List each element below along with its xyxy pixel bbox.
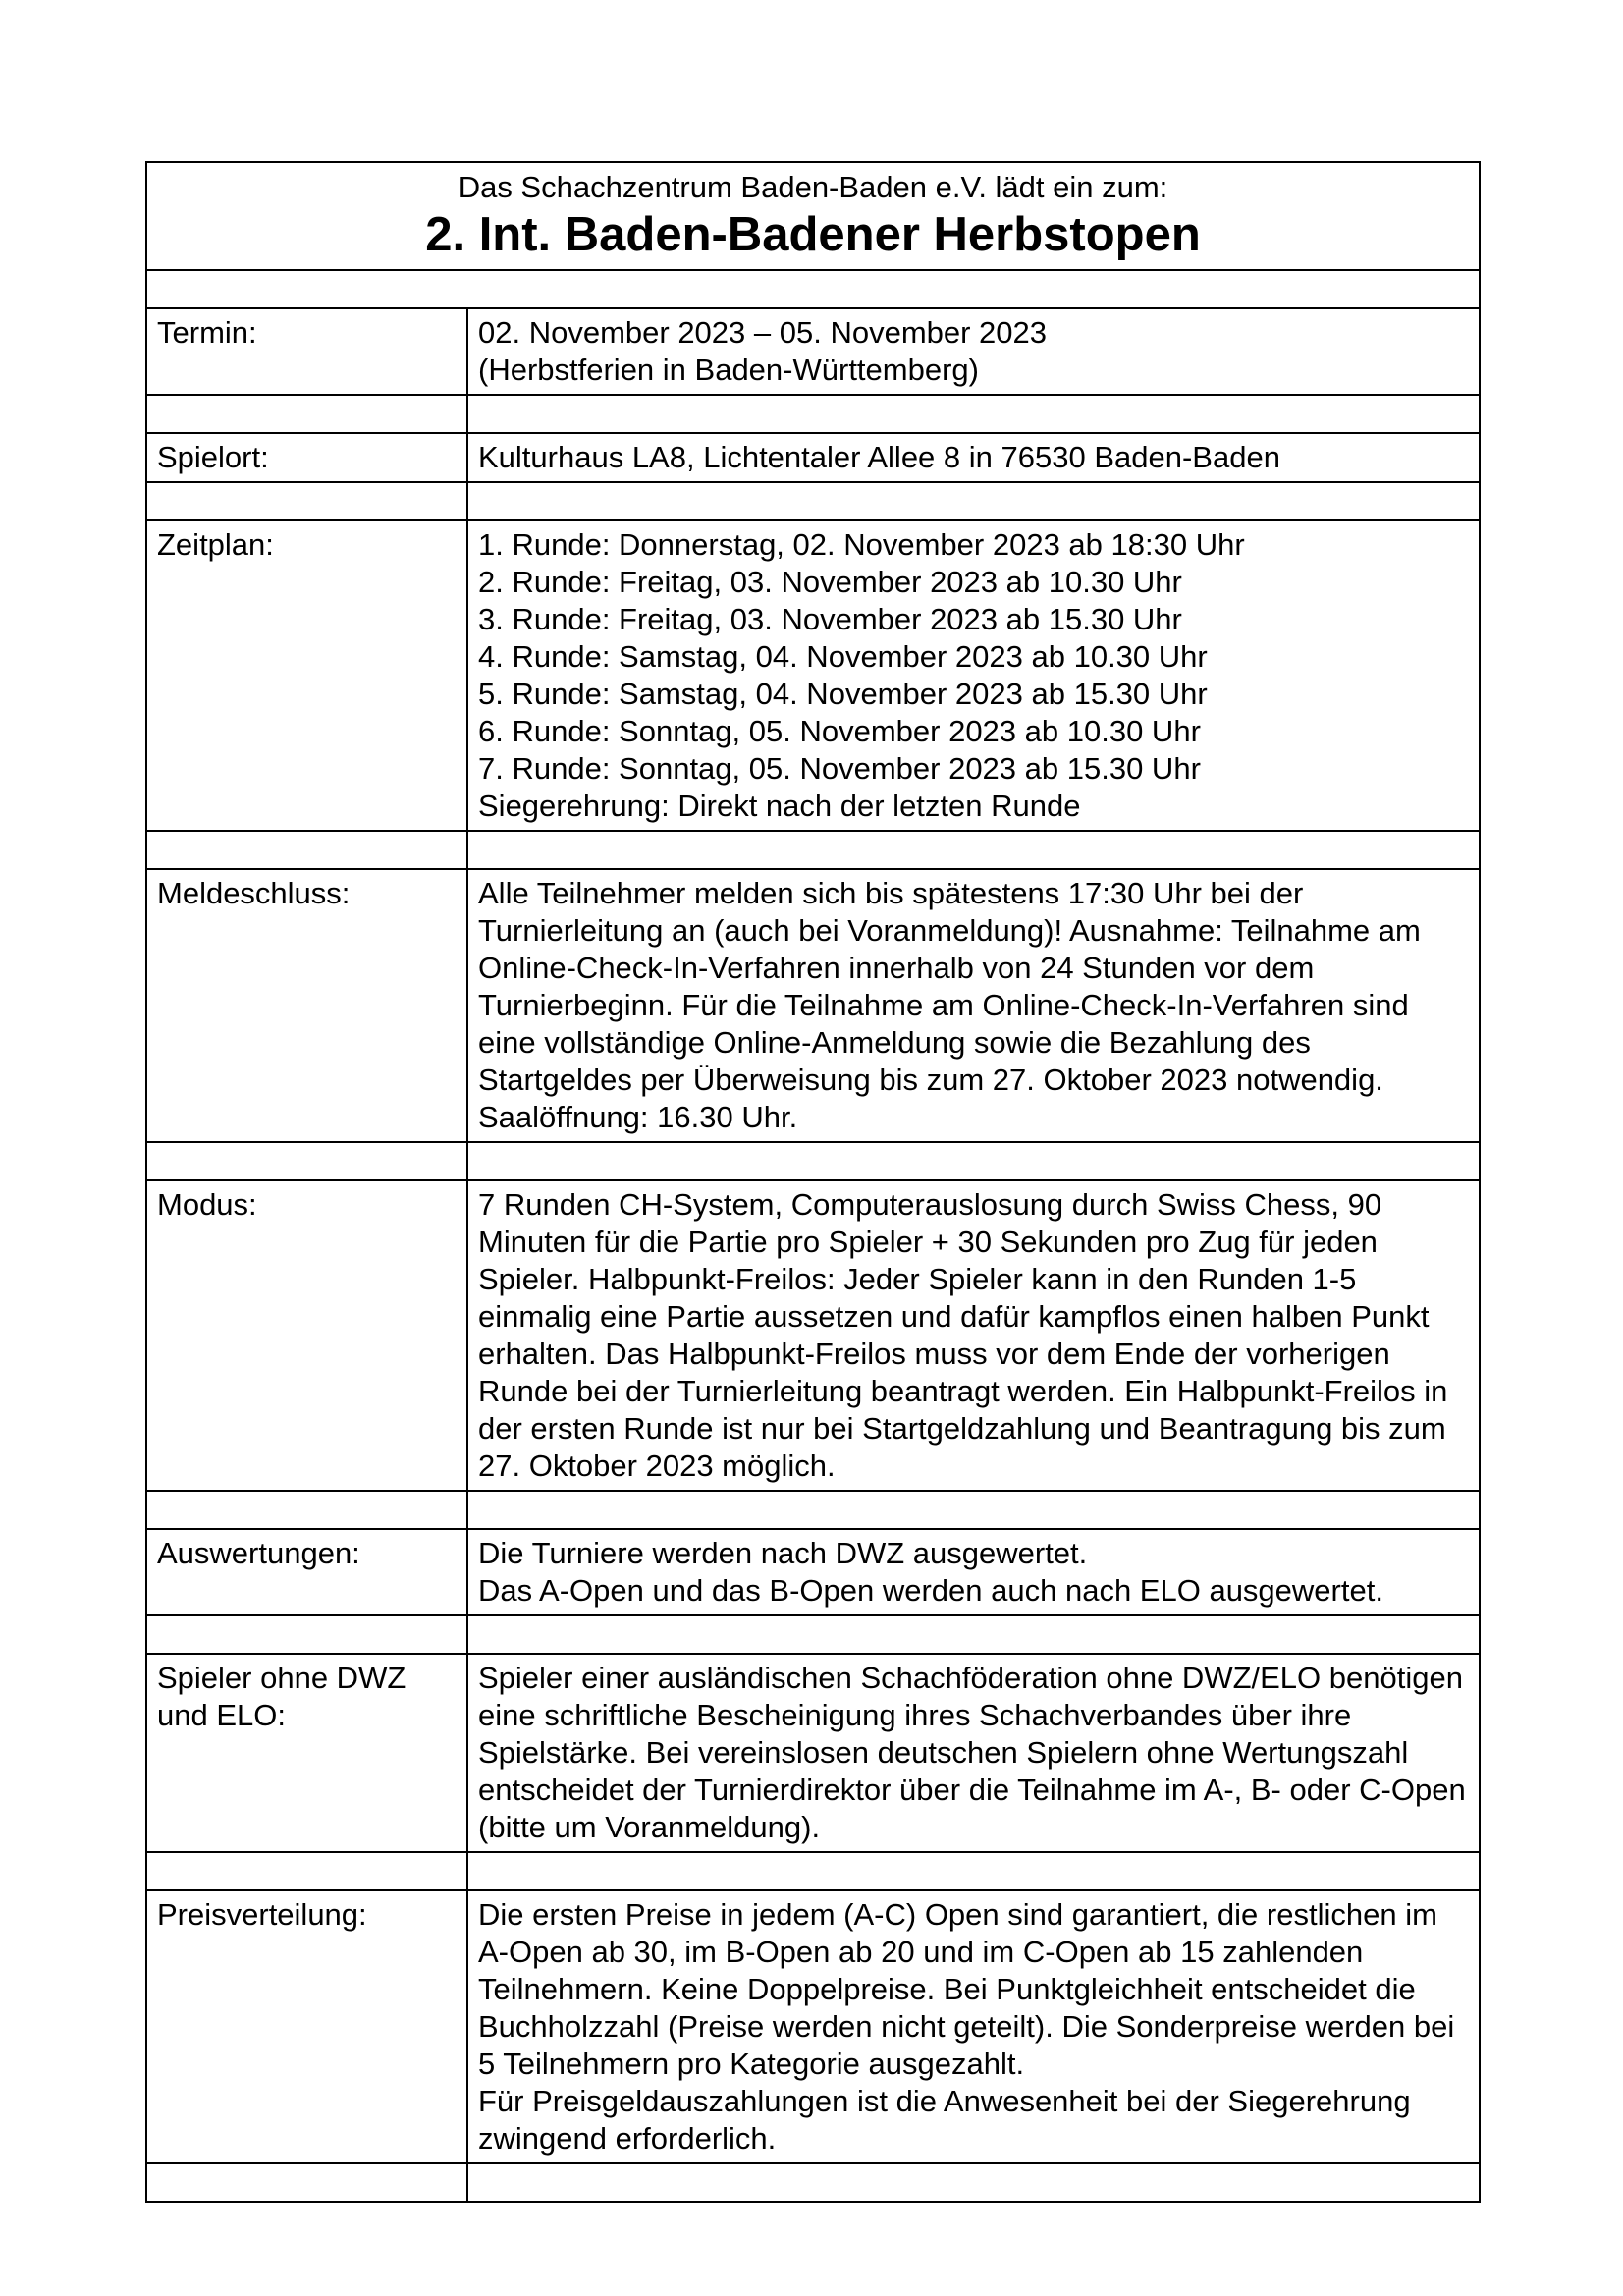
spacer-row: [146, 1615, 1480, 1654]
spieler-ohne-value: [467, 1654, 1480, 1852]
termin-label: Termin:: [146, 308, 467, 395]
modus-value: [467, 1180, 1480, 1491]
preisverteilung-value: [467, 1890, 1480, 2163]
preisverteilung-row: [146, 1890, 1480, 2163]
spieler-ohne-text: Spieler einer ausländischen Schachföderation ohne DWZ/ELO benötigen eine schriftliche Bescheinigung ihres Schachverbandes über ihre Spielstärke. Bei vereinslosen deutschen Spielern ohne Wertungszahl entscheidet der Turnierdirektor über die Teilnahme im A-, B- oder C-Open (bitte um Voranmeldung).: [478, 1661, 1466, 1844]
auswertungen-value: [467, 1529, 1480, 1615]
spieler-ohne-label: [146, 1654, 467, 1852]
modus-text: 7 Runden CH-System, Computerauslosung durch Swiss Chess, 90 Minuten für die Partie pro Spieler + 30 Sekunden pro Zug für jeden Spieler. Halbpunkt-Freilos: Jeder Spieler kann in den Runden 1-5 einmalig eine Partie aussetzen und dafür kampflos einen halben Punkt erhalten. Das Halbpunkt-Freilos muss vor dem Ende der vorherigen Runde bei der Turnierleitung beantragt werden. Ein Halbpunkt-Freilos in der ersten Runde ist nur bei Startgeldzahlung und Beantragung bis zum 27. Oktober 2023 möglich.: [478, 1187, 1448, 1483]
announcement-table: [145, 161, 1481, 2203]
spacer-row: [146, 270, 1480, 308]
modus-label: Modus:: [146, 1180, 467, 1491]
spacer-row: [146, 1491, 1480, 1529]
meldeschluss-label: Meldeschluss:: [146, 869, 467, 1142]
spieler-ohne-label-line: Spieler ohne DWZ: [157, 1661, 406, 1695]
zeitplan-label: Zeitplan:: [146, 520, 467, 831]
preisverteilung-text-2: Für Preisgeldauszahlungen ist die Anwesenheit bei der Siegerehrung zwingend erforderlich.: [478, 2084, 1411, 2156]
zeitplan-line: Siegerehrung: Direkt nach der letzten Runde: [478, 789, 1081, 823]
zeitplan-line: 4. Runde: Samstag, 04. November 2023 ab 10.30 Uhr: [478, 639, 1208, 674]
meldeschluss-text: Alle Teilnehmer melden sich bis spätestens 17:30 Uhr bei der Turnierleitung an (auch bei Voranmeldung)! Ausnahme: Teilnahme am Online-Check-In-Verfahren innerhalb von 24 Stunden vor dem Turnierbeginn. Für die Teilnahme am Online-Check-In-Verfahren sind eine vollständige Online-Anmeldung sowie die Bezahlung des Startgeldes per Überweisung bis zum 27. Oktober 2023 notwendig. Saalöffnung: 16.30 Uhr.: [478, 876, 1421, 1134]
termin-line: 02. November 2023 – 05. November 2023: [478, 315, 1048, 350]
spacer-row: [146, 2163, 1480, 2202]
spieler-ohne-row: [146, 1654, 1480, 1852]
meldeschluss-row: [146, 869, 1480, 1142]
auswertungen-row: [146, 1529, 1480, 1615]
auswertungen-line: Die Turniere werden nach DWZ ausgewertet.: [478, 1536, 1088, 1570]
zeitplan-line: 7. Runde: Sonntag, 05. November 2023 ab 15.30 Uhr: [478, 751, 1201, 786]
header-subtitle: Das Schachzentrum Baden-Baden e.V. lädt ein zum:: [458, 170, 1168, 204]
zeitplan-line: 5. Runde: Samstag, 04. November 2023 ab 15.30 Uhr: [478, 677, 1208, 711]
spielort-line: Kulturhaus LA8, Lichtentaler Allee 8 in 76530 Baden-Baden: [478, 440, 1280, 474]
spielort-value: [467, 433, 1480, 482]
auswertungen-line: Das A-Open und das B-Open werden auch nach ELO ausgewertet.: [478, 1573, 1383, 1608]
spacer-row: [146, 831, 1480, 869]
spacer-row: [146, 1852, 1480, 1890]
spieler-ohne-label-line: und ELO:: [157, 1698, 286, 1732]
zeitplan-line: 1. Runde: Donnerstag, 02. November 2023 ab 18:30 Uhr: [478, 527, 1245, 562]
preisverteilung-text: Die ersten Preise in jedem (A-C) Open sind garantiert, die restlichen im A-Open ab 30, im B-Open ab 20 und im C-Open ab 15 zahlenden Teilnehmern. Keine Doppelpreise. Bei Punktgleichheit entscheidet die Buchholzzahl (Preise werden nicht geteilt). Die Sonderpreise werden bei 5 Teilnehmern pro Kategorie ausgezahlt.: [478, 1897, 1455, 2081]
zeitplan-line: 6. Runde: Sonntag, 05. November 2023 ab 10.30 Uhr: [478, 714, 1201, 748]
zeitplan-line: 3. Runde: Freitag, 03. November 2023 ab 15.30 Uhr: [478, 602, 1182, 636]
zeitplan-line: 2. Runde: Freitag, 03. November 2023 ab 10.30 Uhr: [478, 565, 1182, 599]
spielort-label: Spielort:: [146, 433, 467, 482]
spacer-row: [146, 395, 1480, 433]
header-row: [146, 162, 1480, 270]
preisverteilung-label: Preisverteilung:: [146, 1890, 467, 2163]
meldeschluss-value: [467, 869, 1480, 1142]
termin-row: [146, 308, 1480, 395]
header-cell: [146, 162, 1480, 270]
termin-line: (Herbstferien in Baden-Württemberg): [478, 353, 979, 387]
auswertungen-label: Auswertungen:: [146, 1529, 467, 1615]
zeitplan-value: [467, 520, 1480, 831]
zeitplan-row: [146, 520, 1480, 831]
spielort-row: [146, 433, 1480, 482]
modus-row: [146, 1180, 1480, 1491]
spacer-row: [146, 482, 1480, 520]
termin-value: [467, 308, 1480, 395]
page-title: 2. Int. Baden-Badener Herbstopen: [425, 208, 1201, 261]
spacer-row: [146, 1142, 1480, 1180]
